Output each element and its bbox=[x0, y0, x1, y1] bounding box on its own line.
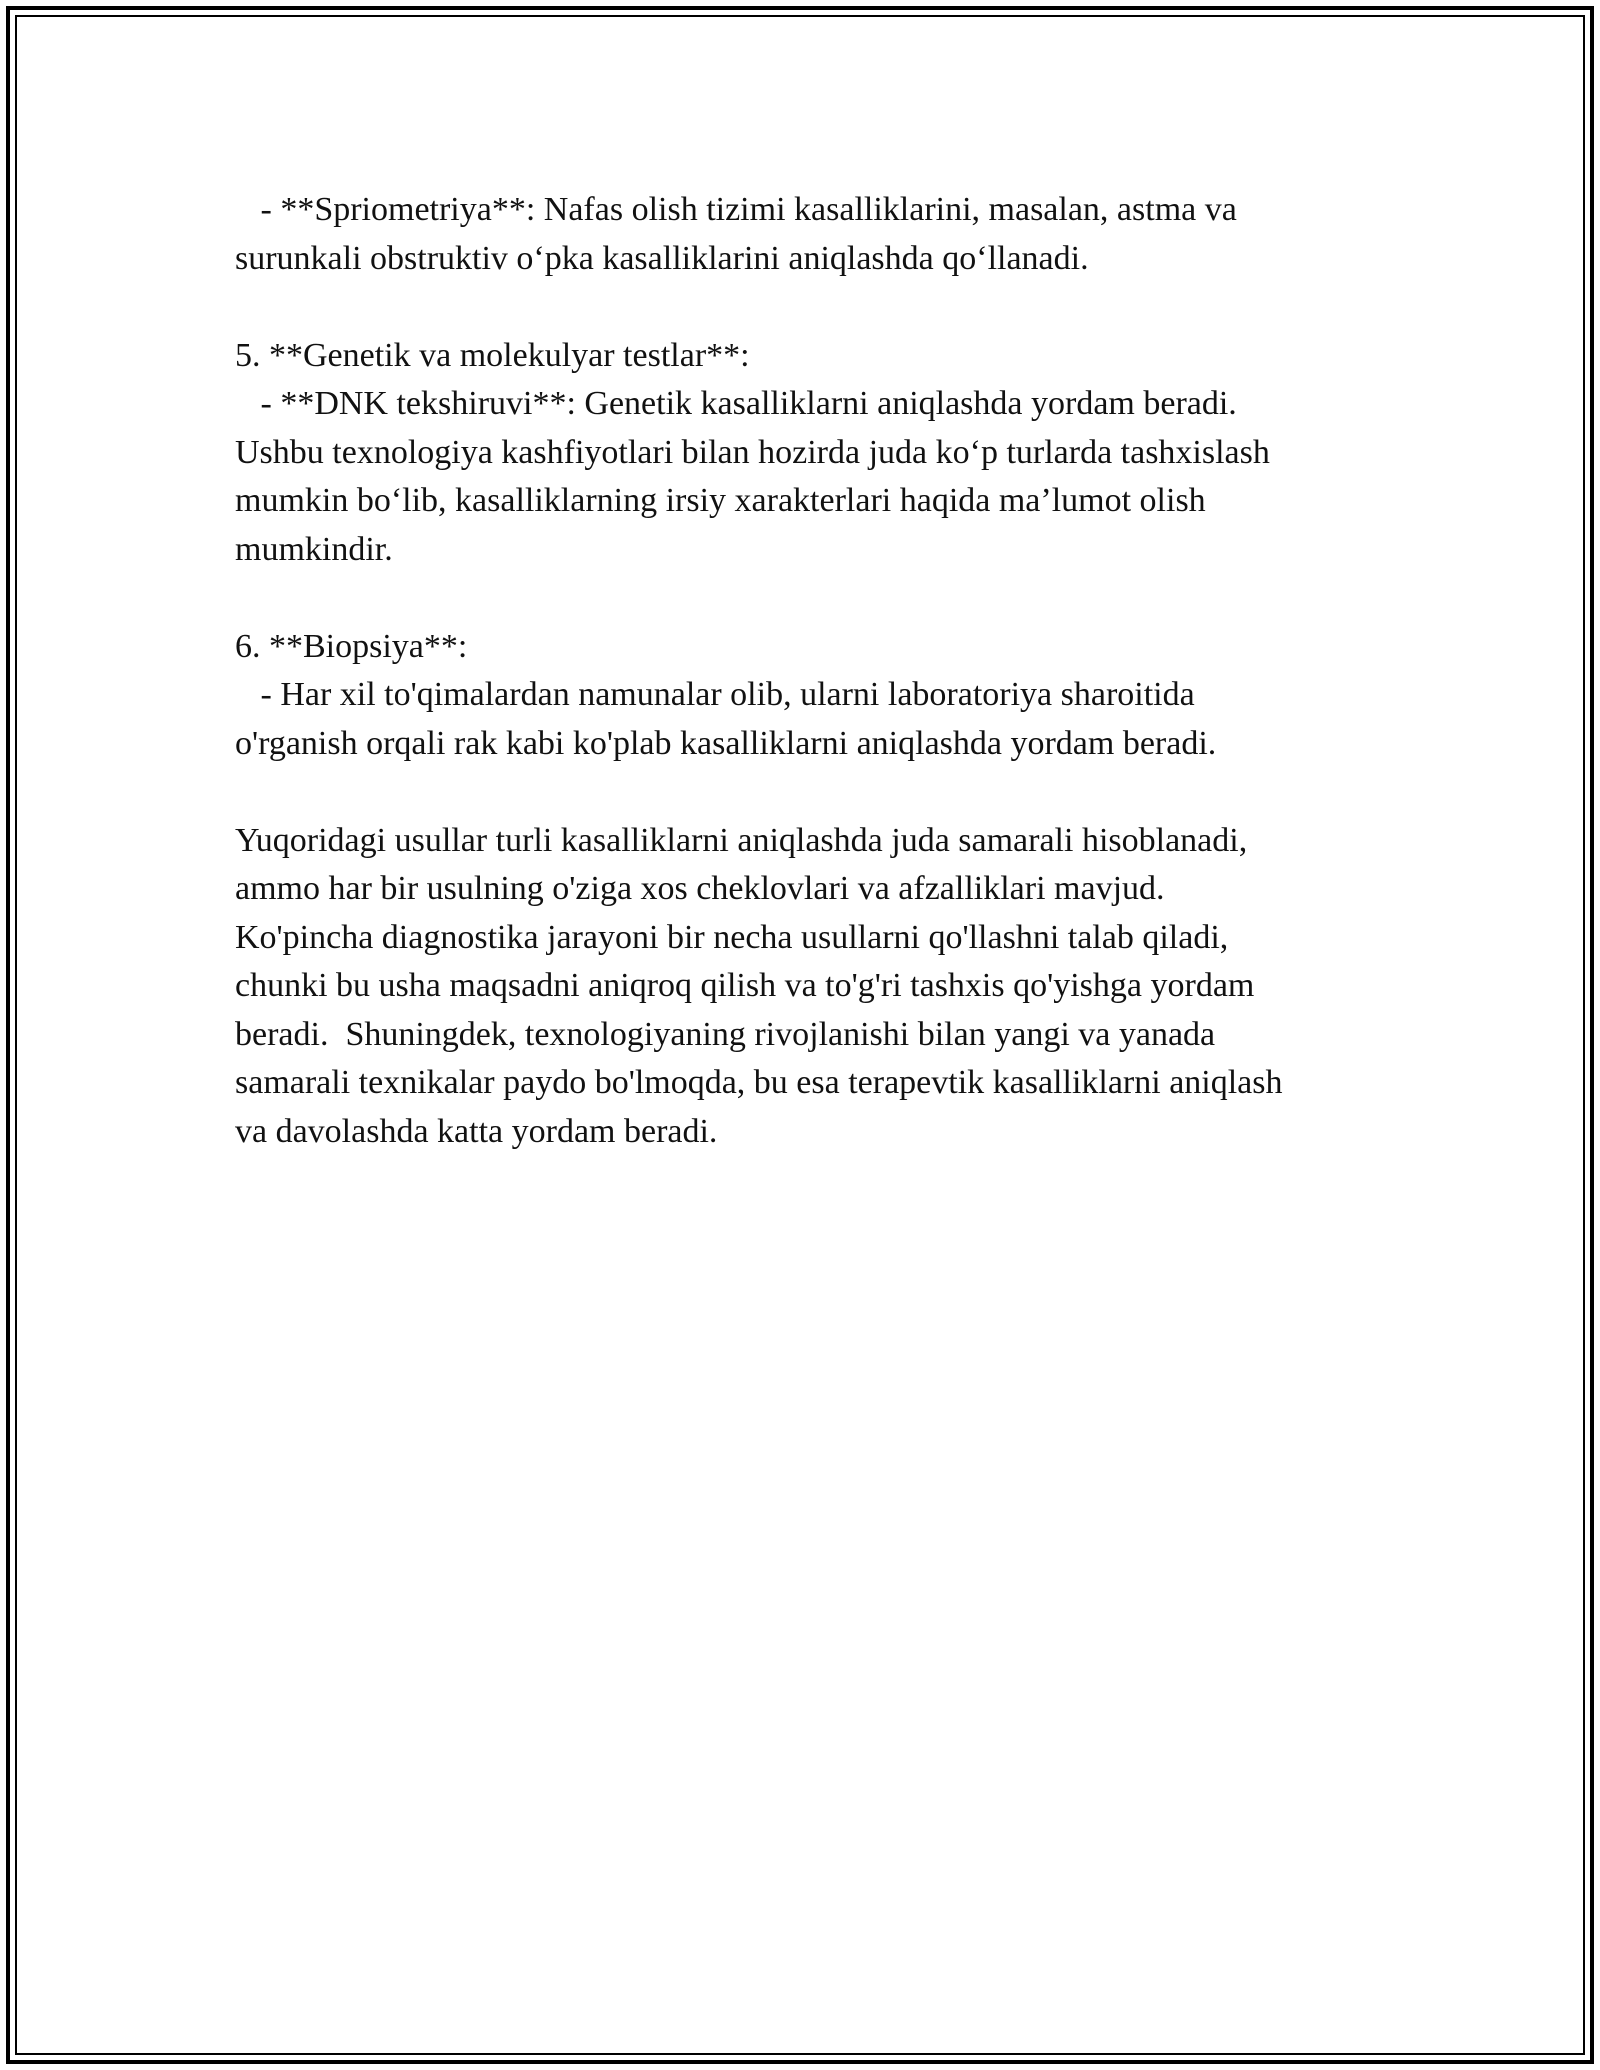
text-line: chunki bu usha maqsadni aniqroq qilish va to'g'ri tashxis qo'yishga yordam bbox=[235, 967, 1255, 1004]
text-line: surunkali obstruktiv o‘pka kasalliklarini aniqlashda qo‘llanadi. bbox=[235, 239, 1089, 277]
text-line: mumkin bo‘lib, kasalliklarning irsiy xarakterlari haqida ma’lumot olish bbox=[235, 482, 1206, 519]
paragraph-gap bbox=[235, 768, 1415, 817]
paragraph-gap bbox=[235, 574, 1415, 623]
text-line: samarali texnikalar paydo bo'lmoqda, bu esa terapevtik kasalliklarni aniqlash bbox=[235, 1064, 1283, 1101]
text-line: - **DNK tekshiruvi**: Genetik kasalliklarni aniqlashda yordam beradi. bbox=[235, 385, 1237, 422]
text-line: - **Spriometriya**: Nafas olish tizimi kasalliklarini, masalan, astma va bbox=[235, 191, 1237, 228]
section-heading: 6. **Biopsiya**: bbox=[235, 627, 468, 665]
text-line: Ushbu texnologiya kashfiyotlari bilan hozirda juda ko‘p turlarda tashxislash bbox=[235, 433, 1270, 471]
text-line: ammo har bir usulning o'ziga xos cheklovlari va afzalliklari mavjud. bbox=[235, 870, 1165, 907]
text-line: va davolashda katta yordam beradi. bbox=[235, 1112, 718, 1150]
section-heading: 5. **Genetik va molekulyar testlar**: bbox=[235, 336, 750, 374]
text-line: o'rganish orqali rak kabi ko'plab kasalliklarni aniqlashda yordam beradi. bbox=[235, 724, 1217, 762]
document-body bbox=[235, 186, 1415, 1156]
paragraph-gap bbox=[235, 283, 1415, 332]
text-line: Yuqoridagi usullar turli kasalliklarni aniqlashda juda samarali hisoblanadi, bbox=[235, 821, 1248, 859]
text-line: Ko'pincha diagnostika jarayoni bir necha usullarni qo'llashni talab qiladi, bbox=[235, 918, 1229, 956]
text-line: - Har xil to'qimalardan namunalar olib, ularni laboratoriya sharoitida bbox=[235, 676, 1195, 713]
text-line: mumkindir. bbox=[235, 530, 393, 568]
text-line: beradi. Shuningdek, texnologiyaning rivojlanishi bilan yangi va yanada bbox=[235, 1015, 1216, 1053]
